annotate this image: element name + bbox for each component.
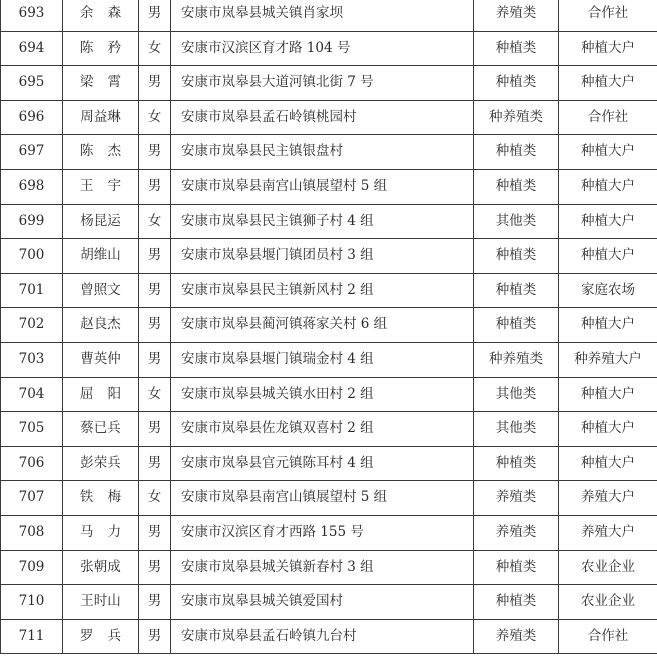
entity-type: 农业企业 [559, 585, 657, 620]
row-number: 703 [1, 342, 63, 377]
person-name-text: 曹英仲 [80, 350, 121, 367]
row-number: 700 [1, 239, 63, 274]
gender: 男 [139, 273, 171, 308]
business-category: 种植类 [474, 31, 559, 66]
gender: 男 [139, 515, 171, 550]
person-name [63, 273, 139, 308]
business-category: 种植类 [474, 273, 559, 308]
person-name-text: 蔡已兵 [80, 420, 121, 437]
entity-type: 种植大户 [559, 412, 657, 447]
table-row [1, 342, 657, 377]
row-number: 694 [1, 31, 63, 66]
gender: 女 [139, 481, 171, 516]
row-number: 711 [1, 619, 63, 654]
entity-type: 种植大户 [559, 308, 657, 343]
business-category: 种植类 [474, 308, 559, 343]
person-name-text: 王时山 [80, 593, 121, 610]
business-category: 其他类 [474, 412, 559, 447]
person-name [63, 239, 139, 274]
business-category: 种植类 [474, 446, 559, 481]
entity-type: 合作社 [559, 619, 657, 654]
table-row [1, 169, 657, 204]
person-name [63, 481, 139, 516]
table-row [1, 0, 657, 31]
table-row [1, 377, 657, 412]
row-number: 708 [1, 515, 63, 550]
person-name-text: 陈杰 [79, 143, 136, 160]
gender: 男 [139, 239, 171, 274]
address: 安康市岚皋县民主镇新风村 2 组 [171, 273, 474, 308]
entity-type: 种植大户 [559, 66, 657, 101]
entity-type: 种植大户 [559, 239, 657, 274]
person-name [63, 446, 139, 481]
entity-type: 种植大户 [559, 135, 657, 170]
table-row [1, 481, 657, 516]
person-name-text: 马力 [79, 523, 136, 540]
entity-type: 种植大户 [559, 169, 657, 204]
business-category: 种植类 [474, 169, 559, 204]
row-number: 699 [1, 204, 63, 239]
row-number: 707 [1, 481, 63, 516]
entity-type: 种植大户 [559, 31, 657, 66]
entity-type: 合作社 [559, 0, 657, 31]
address: 安康市岚皋县南宫山镇展望村 5 组 [171, 481, 474, 516]
person-name-text: 余森 [79, 5, 136, 22]
gender: 男 [139, 308, 171, 343]
person-name [63, 100, 139, 135]
person-name [63, 204, 139, 239]
gender: 男 [139, 550, 171, 585]
person-name [63, 308, 139, 343]
entity-type: 种养殖大户 [559, 342, 657, 377]
person-name [63, 342, 139, 377]
table-row [1, 446, 657, 481]
person-name-text: 梁霄 [79, 74, 136, 91]
gender: 女 [139, 100, 171, 135]
person-name [63, 619, 139, 654]
entity-type: 种植大户 [559, 446, 657, 481]
registry-body [1, 0, 657, 654]
table-row [1, 239, 657, 274]
business-category: 种植类 [474, 239, 559, 274]
gender: 男 [139, 66, 171, 101]
address: 安康市岚皋县城关镇肖家坝 [171, 0, 474, 31]
person-name [63, 377, 139, 412]
person-name-text: 张朝成 [80, 558, 121, 575]
address: 安康市岚皋县蔺河镇蒋家关村 6 组 [171, 308, 474, 343]
business-category: 种植类 [474, 550, 559, 585]
gender: 男 [139, 135, 171, 170]
table-row [1, 550, 657, 585]
gender: 男 [139, 446, 171, 481]
person-name [63, 412, 139, 447]
person-name [63, 0, 139, 31]
person-name-text: 曾照文 [80, 281, 121, 298]
address: 安康市岚皋县官元镇陈耳村 4 组 [171, 446, 474, 481]
entity-type: 种植大户 [559, 377, 657, 412]
gender: 男 [139, 0, 171, 31]
row-number: 704 [1, 377, 63, 412]
person-name-text: 彭荣兵 [80, 454, 121, 471]
address: 安康市岚皋县南宫山镇展望村 5 组 [171, 169, 474, 204]
gender: 男 [139, 169, 171, 204]
row-number: 696 [1, 100, 63, 135]
row-number: 710 [1, 585, 63, 620]
row-number: 702 [1, 308, 63, 343]
address: 安康市岚皋县大道河镇北街 7 号 [171, 66, 474, 101]
address: 安康市岚皋县民主镇银盘村 [171, 135, 474, 170]
row-number: 695 [1, 66, 63, 101]
business-category: 养殖类 [474, 515, 559, 550]
business-category: 种养殖类 [474, 342, 559, 377]
address: 安康市汉滨区育才西路 155 号 [171, 515, 474, 550]
person-name-text: 铁梅 [79, 489, 136, 506]
person-name-text: 胡维山 [80, 247, 121, 264]
gender: 男 [139, 619, 171, 654]
person-name-text: 王宇 [79, 178, 136, 195]
table-row [1, 66, 657, 101]
person-name [63, 169, 139, 204]
table-row [1, 412, 657, 447]
person-name [63, 31, 139, 66]
address: 安康市岚皋县民主镇狮子村 4 组 [171, 204, 474, 239]
address: 安康市汉滨区育才路 104 号 [171, 31, 474, 66]
person-name [63, 515, 139, 550]
entity-type: 种植大户 [559, 204, 657, 239]
row-number: 697 [1, 135, 63, 170]
gender: 男 [139, 585, 171, 620]
business-category: 种养殖类 [474, 100, 559, 135]
table-row [1, 100, 657, 135]
person-name [63, 135, 139, 170]
person-name [63, 66, 139, 101]
gender: 女 [139, 204, 171, 239]
person-name [63, 550, 139, 585]
table-row [1, 273, 657, 308]
person-name-text: 赵良杰 [80, 316, 121, 333]
table-row [1, 515, 657, 550]
address: 安康市岚皋县孟石岭镇桃园村 [171, 100, 474, 135]
table-row [1, 135, 657, 170]
business-category: 种植类 [474, 585, 559, 620]
table-row [1, 204, 657, 239]
entity-type: 农业企业 [559, 550, 657, 585]
entity-type: 养殖大户 [559, 515, 657, 550]
business-category: 养殖类 [474, 481, 559, 516]
business-category: 其他类 [474, 377, 559, 412]
table-row [1, 585, 657, 620]
entity-type: 家庭农场 [559, 273, 657, 308]
entity-type: 养殖大户 [559, 481, 657, 516]
address: 安康市岚皋县佐龙镇双喜村 2 组 [171, 412, 474, 447]
address: 安康市岚皋县城关镇新春村 3 组 [171, 550, 474, 585]
business-category: 其他类 [474, 204, 559, 239]
address: 安康市岚皋县城关镇爱国村 [171, 585, 474, 620]
row-number: 698 [1, 169, 63, 204]
address: 安康市岚皋县堰门镇瑞金村 4 组 [171, 342, 474, 377]
table-row [1, 308, 657, 343]
entity-type: 合作社 [559, 100, 657, 135]
address: 安康市岚皋县孟石岭镇九台村 [171, 619, 474, 654]
person-name-text: 罗兵 [79, 627, 136, 644]
business-category: 养殖类 [474, 0, 559, 31]
row-number: 706 [1, 446, 63, 481]
row-number: 693 [1, 0, 63, 31]
business-category: 养殖类 [474, 619, 559, 654]
business-category: 种植类 [474, 135, 559, 170]
person-name [63, 585, 139, 620]
gender: 男 [139, 412, 171, 447]
gender: 女 [139, 377, 171, 412]
address: 安康市岚皋县城关镇水田村 2 组 [171, 377, 474, 412]
row-number: 709 [1, 550, 63, 585]
person-name-text: 杨昆运 [80, 212, 121, 229]
person-name-text: 陈矜 [79, 39, 136, 56]
row-number: 701 [1, 273, 63, 308]
table-row [1, 31, 657, 66]
address: 安康市岚皋县堰门镇团员村 3 组 [171, 239, 474, 274]
gender: 男 [139, 342, 171, 377]
person-name-text: 周益琳 [80, 108, 121, 125]
business-category: 种植类 [474, 66, 559, 101]
gender: 女 [139, 31, 171, 66]
person-name-text: 屈阳 [79, 385, 136, 402]
row-number: 705 [1, 412, 63, 447]
table-row [1, 619, 657, 654]
